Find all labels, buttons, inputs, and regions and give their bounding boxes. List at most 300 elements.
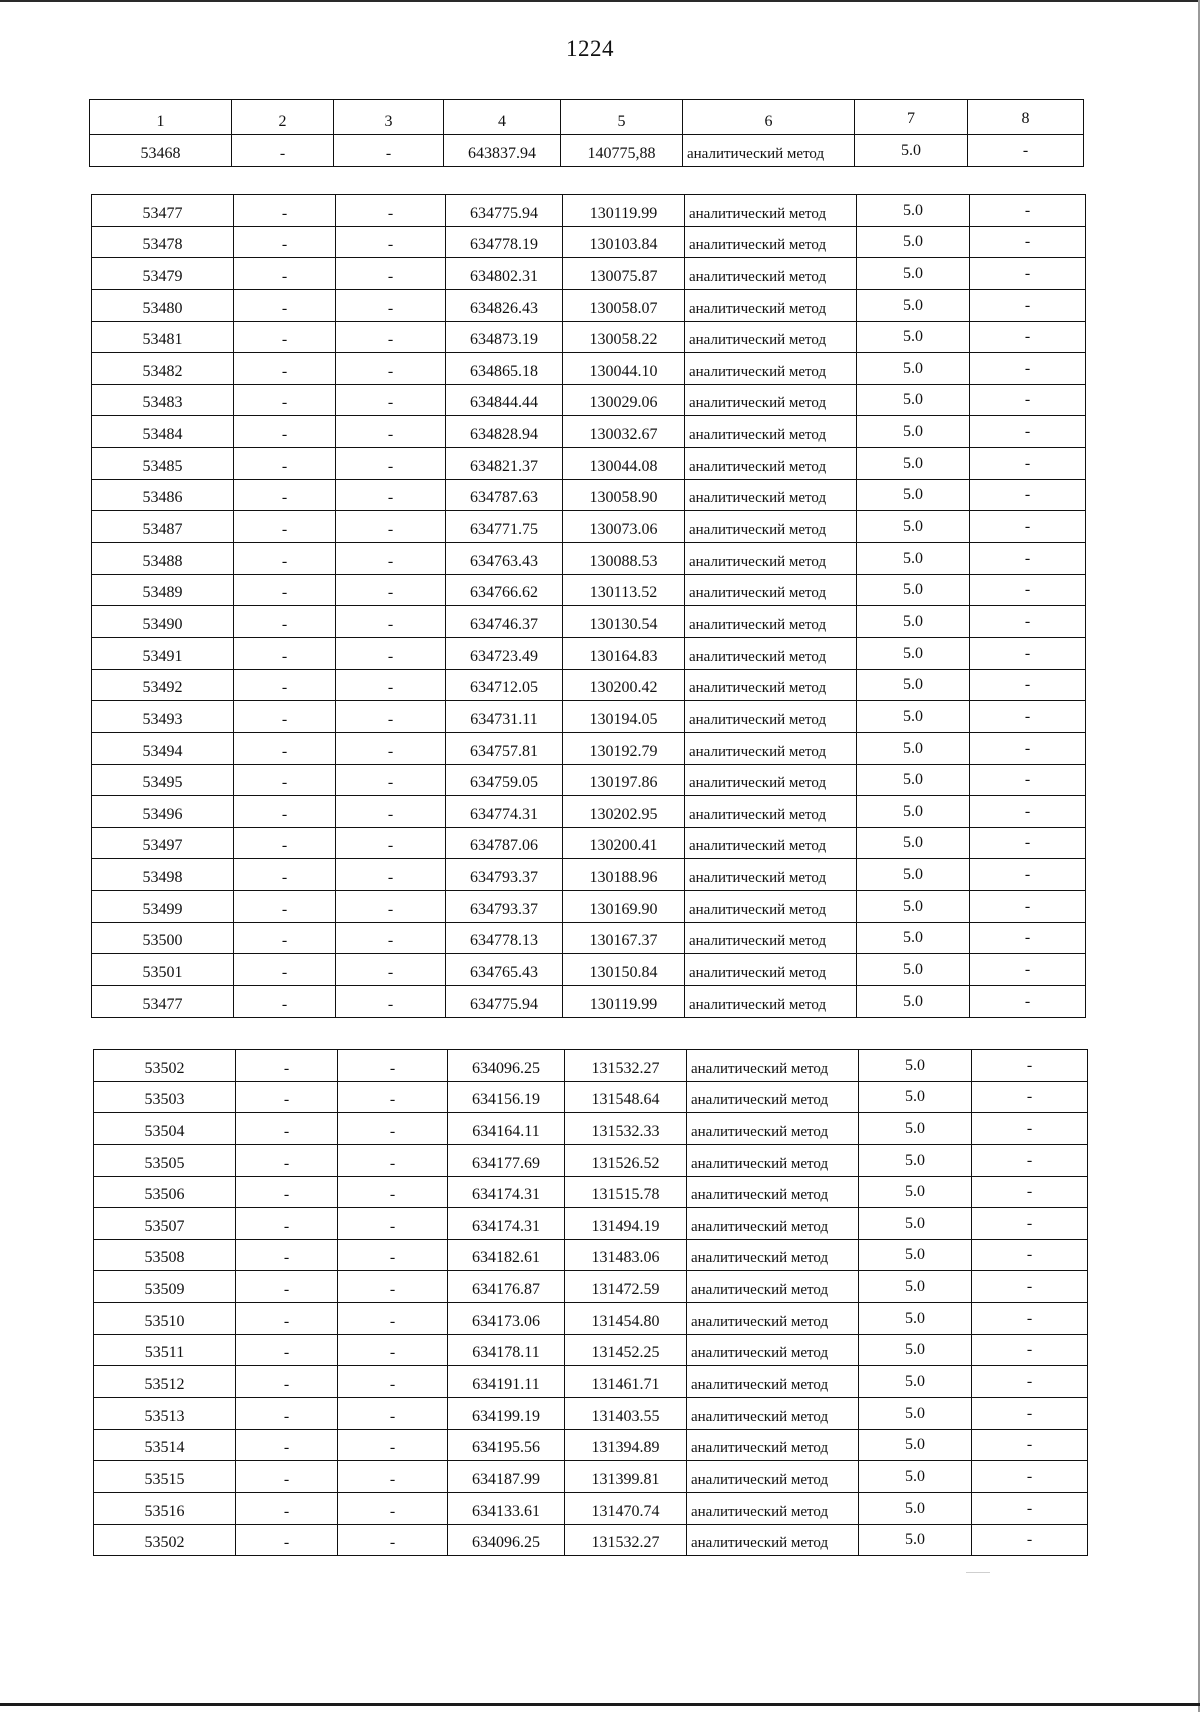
cell-precision: 5.0 — [857, 321, 970, 353]
table-row — [92, 543, 1086, 575]
cell-method: аналитический метод — [685, 226, 857, 258]
cell-point-id: 53512 — [94, 1366, 236, 1398]
cell-col-2: - — [234, 226, 336, 258]
cell-col-3: - — [338, 1303, 448, 1335]
cell-col-8: - — [972, 1398, 1088, 1430]
cell-col-2: - — [236, 1366, 338, 1398]
cell-col-3: - — [336, 226, 446, 258]
cell-method: аналитический метод — [687, 1144, 859, 1176]
cell-col-8: - — [972, 1144, 1088, 1176]
cell-precision: 5.0 — [857, 511, 970, 543]
cell-col-8: - — [972, 1081, 1088, 1113]
cell-point-id: 53515 — [94, 1461, 236, 1493]
cell-col-2: - — [236, 1461, 338, 1493]
cell-coordinate-x: 634775.94 — [446, 195, 563, 227]
cell-method: аналитический метод — [685, 637, 857, 669]
cell-coordinate-y: 131399.81 — [565, 1461, 687, 1493]
cell-coordinate-y: 131483.06 — [565, 1239, 687, 1271]
cell-precision: 5.0 — [855, 135, 968, 167]
cell-col-8: - — [972, 1050, 1088, 1082]
cell-method: аналитический метод — [685, 195, 857, 227]
table-row — [94, 1461, 1088, 1493]
cell-point-id: 53478 — [92, 226, 234, 258]
table-row — [94, 1050, 1088, 1082]
cell-col-2: - — [236, 1398, 338, 1430]
table-row — [92, 827, 1086, 859]
cell-col-3: - — [338, 1524, 448, 1556]
table-row — [92, 258, 1086, 290]
cell-point-id: 53480 — [92, 289, 234, 321]
cell-coordinate-x: 634174.31 — [448, 1176, 565, 1208]
cell-point-id: 53497 — [92, 827, 234, 859]
cell-col-3: - — [338, 1144, 448, 1176]
cell-col-3: - — [338, 1050, 448, 1082]
table-row — [94, 1239, 1088, 1271]
column-header-3: 3 — [334, 100, 444, 135]
table-row — [92, 195, 1086, 227]
cell-coordinate-x: 634173.06 — [448, 1303, 565, 1335]
table-row — [94, 1303, 1088, 1335]
table-row — [94, 1113, 1088, 1145]
cell-point-id: 53502 — [94, 1050, 236, 1082]
cell-point-id: 53514 — [94, 1429, 236, 1461]
column-header-4: 4 — [444, 100, 561, 135]
cell-method: аналитический метод — [685, 543, 857, 575]
cell-point-id: 53511 — [94, 1334, 236, 1366]
cell-col-2: - — [234, 448, 336, 480]
cell-coordinate-y: 130167.37 — [563, 922, 685, 954]
cell-coordinate-y: 130119.99 — [563, 986, 685, 1018]
cell-method: аналитический метод — [685, 258, 857, 290]
table-row — [92, 416, 1086, 448]
cell-col-3: - — [336, 637, 446, 669]
column-header-6: 6 — [683, 100, 855, 135]
cell-point-id: 53495 — [92, 764, 234, 796]
cell-method: аналитический метод — [685, 669, 857, 701]
cell-col-3: - — [336, 195, 446, 227]
cell-method: аналитический метод — [687, 1050, 859, 1082]
cell-point-id: 53504 — [94, 1113, 236, 1145]
cell-col-3: - — [336, 321, 446, 353]
cell-col-8: - — [972, 1524, 1088, 1556]
cell-col-2: - — [236, 1429, 338, 1461]
cell-col-8: - — [972, 1271, 1088, 1303]
cell-col-2: - — [234, 732, 336, 764]
cell-col-8: - — [970, 574, 1086, 606]
cell-precision: 5.0 — [857, 416, 970, 448]
table-row — [92, 511, 1086, 543]
cell-coordinate-y: 130130.54 — [563, 606, 685, 638]
cell-col-8: - — [970, 226, 1086, 258]
cell-method: аналитический метод — [685, 922, 857, 954]
cell-col-8: - — [970, 827, 1086, 859]
cell-col-3: - — [338, 1398, 448, 1430]
cell-col-3: - — [336, 384, 446, 416]
cell-coordinate-x: 634187.99 — [448, 1461, 565, 1493]
cell-col-3: - — [336, 796, 446, 828]
cell-coordinate-y: 131470.74 — [565, 1492, 687, 1524]
cell-col-3: - — [336, 606, 446, 638]
table-row — [94, 1144, 1088, 1176]
cell-col-2: - — [234, 986, 336, 1018]
column-header-5: 5 — [561, 100, 683, 135]
table-row — [92, 764, 1086, 796]
cell-method: аналитический метод — [685, 289, 857, 321]
cell-precision: 5.0 — [859, 1366, 972, 1398]
cell-col-2: - — [234, 922, 336, 954]
cell-col-8: - — [970, 416, 1086, 448]
cell-coordinate-y: 130169.90 — [563, 891, 685, 923]
cell-point-id: 53479 — [92, 258, 234, 290]
cell-precision: 5.0 — [859, 1239, 972, 1271]
cell-coordinate-y: 130044.10 — [563, 353, 685, 385]
cell-col-2: - — [234, 701, 336, 733]
cell-method: аналитический метод — [687, 1271, 859, 1303]
cell-coordinate-x: 634156.19 — [448, 1081, 565, 1113]
cell-method: аналитический метод — [687, 1429, 859, 1461]
cell-method: аналитический метод — [687, 1303, 859, 1335]
cell-precision: 5.0 — [857, 479, 970, 511]
cell-precision: 5.0 — [859, 1208, 972, 1240]
cell-coordinate-y: 130058.07 — [563, 289, 685, 321]
cell-col-3: - — [336, 954, 446, 986]
cell-coordinate-y: 130197.86 — [563, 764, 685, 796]
table-row — [92, 384, 1086, 416]
column-number-row — [90, 100, 1084, 135]
cell-col-3: - — [336, 543, 446, 575]
cell-precision: 5.0 — [857, 384, 970, 416]
table-row — [90, 135, 1084, 167]
cell-precision: 5.0 — [859, 1176, 972, 1208]
cell-col-3: - — [336, 511, 446, 543]
cell-col-2: - — [234, 384, 336, 416]
cell-coordinate-y: 130058.22 — [563, 321, 685, 353]
cell-point-id: 53509 — [94, 1271, 236, 1303]
cell-col-2: - — [234, 353, 336, 385]
cell-precision: 5.0 — [857, 574, 970, 606]
column-header-7: 7 — [855, 100, 968, 135]
cell-coordinate-x: 634778.13 — [446, 922, 563, 954]
cell-col-2: - — [232, 135, 334, 167]
cell-coordinate-y: 131454.80 — [565, 1303, 687, 1335]
cell-col-2: - — [234, 543, 336, 575]
cell-col-3: - — [336, 574, 446, 606]
cell-precision: 5.0 — [857, 891, 970, 923]
cell-col-3: - — [336, 701, 446, 733]
header-table — [89, 99, 1084, 167]
cell-col-2: - — [236, 1334, 338, 1366]
cell-col-8: - — [970, 606, 1086, 638]
page-number: 1224 — [566, 36, 614, 61]
cell-col-2: - — [236, 1492, 338, 1524]
cell-col-3: - — [336, 827, 446, 859]
cell-coordinate-y: 130200.42 — [563, 669, 685, 701]
cell-col-3: - — [336, 764, 446, 796]
cell-coordinate-x: 634723.49 — [446, 637, 563, 669]
cell-col-8: - — [970, 637, 1086, 669]
cell-col-3: - — [336, 448, 446, 480]
cell-precision: 5.0 — [859, 1429, 972, 1461]
cell-point-id: 53501 — [92, 954, 234, 986]
cell-coordinate-y: 131472.59 — [565, 1271, 687, 1303]
cell-coordinate-x: 634793.37 — [446, 891, 563, 923]
table-row — [92, 922, 1086, 954]
cell-col-8: - — [970, 384, 1086, 416]
cell-precision: 5.0 — [857, 637, 970, 669]
scan-edge-bottom — [0, 1703, 1200, 1706]
cell-method: аналитический метод — [687, 1492, 859, 1524]
table-row — [92, 637, 1086, 669]
cell-coordinate-x: 634775.94 — [446, 986, 563, 1018]
cell-col-8: - — [972, 1334, 1088, 1366]
cell-col-2: - — [234, 606, 336, 638]
cell-col-3: - — [338, 1239, 448, 1271]
cell-coordinate-y: 130119.99 — [563, 195, 685, 227]
cell-col-8: - — [970, 922, 1086, 954]
cell-point-id: 53505 — [94, 1144, 236, 1176]
cell-col-8: - — [970, 543, 1086, 575]
cell-col-8: - — [972, 1239, 1088, 1271]
cell-col-3: - — [336, 922, 446, 954]
cell-col-3: - — [338, 1429, 448, 1461]
cell-precision: 5.0 — [857, 258, 970, 290]
cell-coordinate-y: 130073.06 — [563, 511, 685, 543]
cell-point-id: 53487 — [92, 511, 234, 543]
cell-point-id: 53482 — [92, 353, 234, 385]
cell-point-id: 53490 — [92, 606, 234, 638]
cell-coordinate-x: 634778.19 — [446, 226, 563, 258]
cell-method: аналитический метод — [687, 1208, 859, 1240]
cell-coordinate-y: 131494.19 — [565, 1208, 687, 1240]
cell-coordinate-y: 130164.83 — [563, 637, 685, 669]
cell-col-2: - — [234, 289, 336, 321]
cell-method: аналитический метод — [685, 479, 857, 511]
cell-coordinate-y: 130032.67 — [563, 416, 685, 448]
cell-col-2: - — [234, 859, 336, 891]
cell-coordinate-x: 634793.37 — [446, 859, 563, 891]
column-header-8: 8 — [968, 100, 1084, 135]
table-row — [92, 859, 1086, 891]
table-row — [94, 1081, 1088, 1113]
table-row — [92, 986, 1086, 1018]
cell-col-2: - — [236, 1208, 338, 1240]
cell-coordinate-x: 634774.31 — [446, 796, 563, 828]
cell-precision: 5.0 — [857, 732, 970, 764]
coordinates-table-a — [91, 194, 1086, 1018]
table-row — [92, 448, 1086, 480]
cell-method: аналитический метод — [687, 1081, 859, 1113]
cell-coordinate-x: 634765.43 — [446, 954, 563, 986]
table-row — [94, 1398, 1088, 1430]
cell-coordinate-x: 634746.37 — [446, 606, 563, 638]
cell-method: аналитический метод — [685, 796, 857, 828]
cell-coordinate-x: 634199.19 — [448, 1398, 565, 1430]
cell-point-id: 53510 — [94, 1303, 236, 1335]
cell-method: аналитический метод — [685, 764, 857, 796]
cell-col-3: - — [338, 1271, 448, 1303]
cell-point-id: 53513 — [94, 1398, 236, 1430]
cell-method: аналитический метод — [683, 135, 855, 167]
table-row — [92, 954, 1086, 986]
cell-method: аналитический метод — [687, 1113, 859, 1145]
cell-precision: 5.0 — [857, 701, 970, 733]
cell-precision: 5.0 — [857, 954, 970, 986]
cell-coordinate-x: 634712.05 — [446, 669, 563, 701]
cell-coordinate-y: 131394.89 — [565, 1429, 687, 1461]
cell-method: аналитический метод — [685, 511, 857, 543]
cell-precision: 5.0 — [859, 1461, 972, 1493]
table-row — [94, 1429, 1088, 1461]
cell-coordinate-x: 634178.11 — [448, 1334, 565, 1366]
cell-col-3: - — [336, 669, 446, 701]
cell-col-2: - — [234, 321, 336, 353]
cell-coordinate-x: 634766.62 — [446, 574, 563, 606]
cell-col-8: - — [970, 701, 1086, 733]
scan-artifact — [966, 1572, 990, 1573]
cell-col-8: - — [972, 1208, 1088, 1240]
table-row — [92, 732, 1086, 764]
cell-coordinate-y: 130044.08 — [563, 448, 685, 480]
cell-method: аналитический метод — [685, 321, 857, 353]
table-row — [94, 1176, 1088, 1208]
cell-col-8: - — [970, 986, 1086, 1018]
cell-col-2: - — [234, 891, 336, 923]
cell-coordinate-x: 634802.31 — [446, 258, 563, 290]
table-row — [94, 1366, 1088, 1398]
cell-method: аналитический метод — [685, 448, 857, 480]
cell-method: аналитический метод — [685, 986, 857, 1018]
cell-col-2: - — [234, 574, 336, 606]
cell-col-8: - — [970, 954, 1086, 986]
cell-col-3: - — [336, 258, 446, 290]
cell-precision: 5.0 — [857, 226, 970, 258]
cell-col-2: - — [236, 1271, 338, 1303]
cell-point-id: 53481 — [92, 321, 234, 353]
cell-coordinate-x: 634787.63 — [446, 479, 563, 511]
cell-col-3: - — [336, 416, 446, 448]
table-row — [92, 891, 1086, 923]
cell-col-2: - — [236, 1144, 338, 1176]
cell-col-2: - — [234, 796, 336, 828]
cell-coordinate-x: 634828.94 — [446, 416, 563, 448]
cell-coordinate-x: 634865.18 — [446, 353, 563, 385]
cell-col-2: - — [234, 511, 336, 543]
cell-coordinate-x: 634759.05 — [446, 764, 563, 796]
cell-method: аналитический метод — [685, 859, 857, 891]
cell-method: аналитический метод — [687, 1334, 859, 1366]
cell-col-8: - — [972, 1492, 1088, 1524]
cell-precision: 5.0 — [857, 606, 970, 638]
cell-precision: 5.0 — [857, 827, 970, 859]
cell-col-3: - — [338, 1176, 448, 1208]
cell-point-id: 53498 — [92, 859, 234, 891]
cell-col-2: - — [234, 827, 336, 859]
cell-col-3: - — [336, 353, 446, 385]
cell-point-id: 53508 — [94, 1239, 236, 1271]
table-row — [92, 353, 1086, 385]
cell-coordinate-x: 634177.69 — [448, 1144, 565, 1176]
cell-method: аналитический метод — [685, 891, 857, 923]
cell-coordinate-y: 131452.25 — [565, 1334, 687, 1366]
column-header-2: 2 — [232, 100, 334, 135]
cell-precision: 5.0 — [857, 764, 970, 796]
cell-col-8: - — [970, 764, 1086, 796]
cell-point-id: 53507 — [94, 1208, 236, 1240]
cell-point-id: 53499 — [92, 891, 234, 923]
table-row — [92, 479, 1086, 511]
cell-col-8: - — [970, 353, 1086, 385]
cell-coordinate-x: 634174.31 — [448, 1208, 565, 1240]
cell-precision: 5.0 — [859, 1492, 972, 1524]
cell-precision: 5.0 — [857, 353, 970, 385]
cell-method: аналитический метод — [685, 574, 857, 606]
cell-col-3: - — [338, 1113, 448, 1145]
cell-coordinate-y: 130188.96 — [563, 859, 685, 891]
cell-col-2: - — [234, 258, 336, 290]
cell-coordinate-y: 130103.84 — [563, 226, 685, 258]
cell-col-8: - — [970, 479, 1086, 511]
cell-col-8: - — [970, 448, 1086, 480]
cell-coordinate-y: 131532.27 — [565, 1524, 687, 1556]
cell-col-8: - — [970, 511, 1086, 543]
cell-col-2: - — [236, 1081, 338, 1113]
table-row — [92, 289, 1086, 321]
cell-point-id: 53468 — [90, 135, 232, 167]
cell-col-2: - — [234, 479, 336, 511]
cell-point-id: 53493 — [92, 701, 234, 733]
cell-point-id: 53486 — [92, 479, 234, 511]
table-row — [94, 1524, 1088, 1556]
cell-point-id: 53483 — [92, 384, 234, 416]
cell-col-8: - — [970, 859, 1086, 891]
cell-coordinate-y: 140775,88 — [561, 135, 683, 167]
table-row — [92, 226, 1086, 258]
cell-precision: 5.0 — [857, 669, 970, 701]
cell-method: аналитический метод — [687, 1524, 859, 1556]
cell-col-3: - — [338, 1208, 448, 1240]
cell-precision: 5.0 — [859, 1524, 972, 1556]
cell-point-id: 53516 — [94, 1492, 236, 1524]
cell-coordinate-x: 634763.43 — [446, 543, 563, 575]
cell-method: аналитический метод — [685, 416, 857, 448]
cell-method: аналитический метод — [687, 1366, 859, 1398]
cell-coordinate-x: 634164.11 — [448, 1113, 565, 1145]
cell-coordinate-y: 131532.27 — [565, 1050, 687, 1082]
cell-precision: 5.0 — [857, 289, 970, 321]
cell-col-8: - — [970, 669, 1086, 701]
cell-col-3: - — [336, 859, 446, 891]
cell-method: аналитический метод — [687, 1239, 859, 1271]
table-row — [94, 1208, 1088, 1240]
cell-coordinate-y: 131515.78 — [565, 1176, 687, 1208]
cell-col-3: - — [338, 1334, 448, 1366]
cell-coordinate-x: 634731.11 — [446, 701, 563, 733]
cell-method: аналитический метод — [685, 353, 857, 385]
cell-coordinate-x: 634771.75 — [446, 511, 563, 543]
cell-point-id: 53502 — [94, 1524, 236, 1556]
cell-coordinate-x: 634176.87 — [448, 1271, 565, 1303]
cell-col-3: - — [336, 732, 446, 764]
table-row — [92, 606, 1086, 638]
cell-col-8: - — [972, 1303, 1088, 1335]
cell-method: аналитический метод — [687, 1461, 859, 1493]
cell-coordinate-y: 130029.06 — [563, 384, 685, 416]
cell-col-3: - — [338, 1081, 448, 1113]
cell-method: аналитический метод — [685, 827, 857, 859]
cell-point-id: 53492 — [92, 669, 234, 701]
cell-coordinate-x: 634873.19 — [446, 321, 563, 353]
cell-col-2: - — [234, 669, 336, 701]
